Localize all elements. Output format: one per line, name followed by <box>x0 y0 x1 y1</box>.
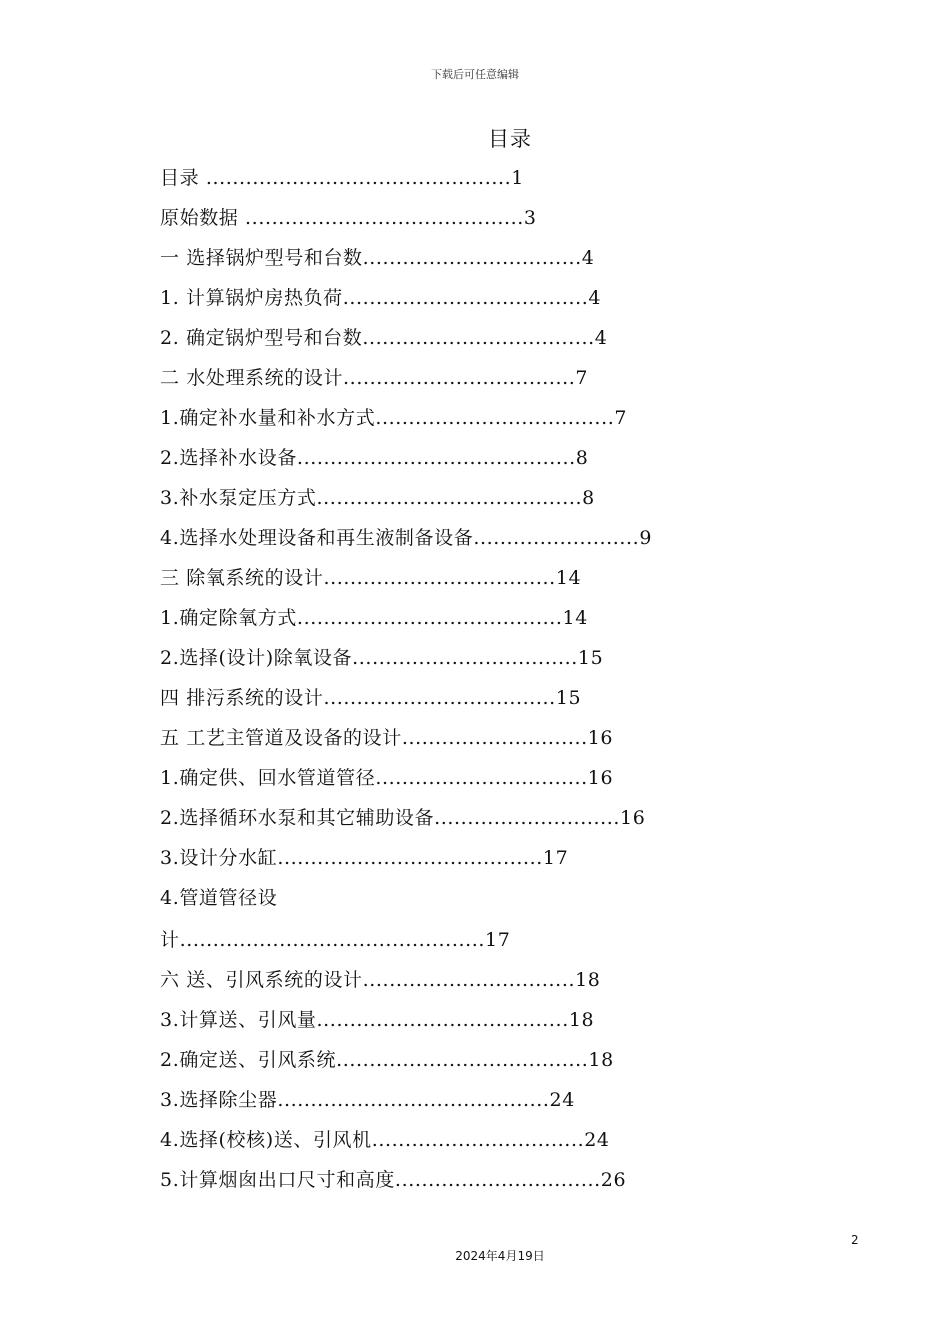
page-number: 2 <box>851 1233 859 1247</box>
header-note: 下载后可任意编辑 <box>431 68 519 81</box>
toc-entry[interactable]: 1.确定除氧方式........................................14 <box>160 607 588 629</box>
toc-entry[interactable]: 2.选择循环水泵和其它辅助设备............................16 <box>160 807 646 829</box>
footer-date: 2024年4月19日 <box>455 1249 545 1263</box>
toc-entry[interactable]: 原始数据 ..........................................3 <box>160 207 537 229</box>
toc-entry[interactable]: 3.计算送、引风量......................................18 <box>160 1009 595 1031</box>
toc-entry[interactable]: 1. 计算锅炉房热负荷.....................................4 <box>160 287 602 309</box>
toc-entry[interactable]: 4.选择水处理设备和再生液制备设备.........................9 <box>160 527 653 549</box>
toc-entry[interactable]: 5.计算烟囱出口尺寸和高度...............................26 <box>160 1169 627 1191</box>
toc-entry[interactable]: 2.选择补水设备..........................................8 <box>160 447 589 469</box>
toc-entry[interactable]: 2.选择(设计)除氧设备..................................15 <box>160 647 604 669</box>
toc-entry[interactable]: 4.管道管径设 <box>160 887 278 909</box>
toc-entry[interactable]: 2. 确定锅炉型号和台数...................................4 <box>160 327 608 349</box>
toc-entry[interactable]: 2.确定送、引风系统......................................18 <box>160 1049 614 1071</box>
toc-entry[interactable]: 计..............................................17 <box>160 929 511 951</box>
toc-entry[interactable]: 目录 ..............................................1 <box>160 167 524 189</box>
toc-entry[interactable]: 3.设计分水缸........................................17 <box>160 847 569 869</box>
toc-entry[interactable]: 五 工艺主管道及设备的设计............................16 <box>160 727 614 749</box>
toc-entry[interactable]: 1.确定补水量和补水方式....................................7 <box>160 407 628 429</box>
toc-entry[interactable]: 3.选择除尘器.........................................24 <box>160 1089 575 1111</box>
toc-entry[interactable]: 六 送、引风系统的设计................................18 <box>160 969 601 991</box>
toc-entry[interactable]: 4.选择(校核)送、引风机................................24 <box>160 1129 610 1151</box>
toc-entry[interactable]: 3.补水泵定压方式........................................8 <box>160 487 595 509</box>
toc-entry[interactable]: 三 除氧系统的设计...................................14 <box>160 567 582 589</box>
toc-entry[interactable]: 二 水处理系统的设计...................................7 <box>160 367 589 389</box>
toc-title: 目录 <box>488 127 532 151</box>
toc-entry[interactable]: 1.确定供、回水管道管径................................16 <box>160 767 614 789</box>
toc-entry[interactable]: 一 选择锅炉型号和台数.................................4 <box>160 247 595 269</box>
toc-entry[interactable]: 四 排污系统的设计...................................15 <box>160 687 582 709</box>
